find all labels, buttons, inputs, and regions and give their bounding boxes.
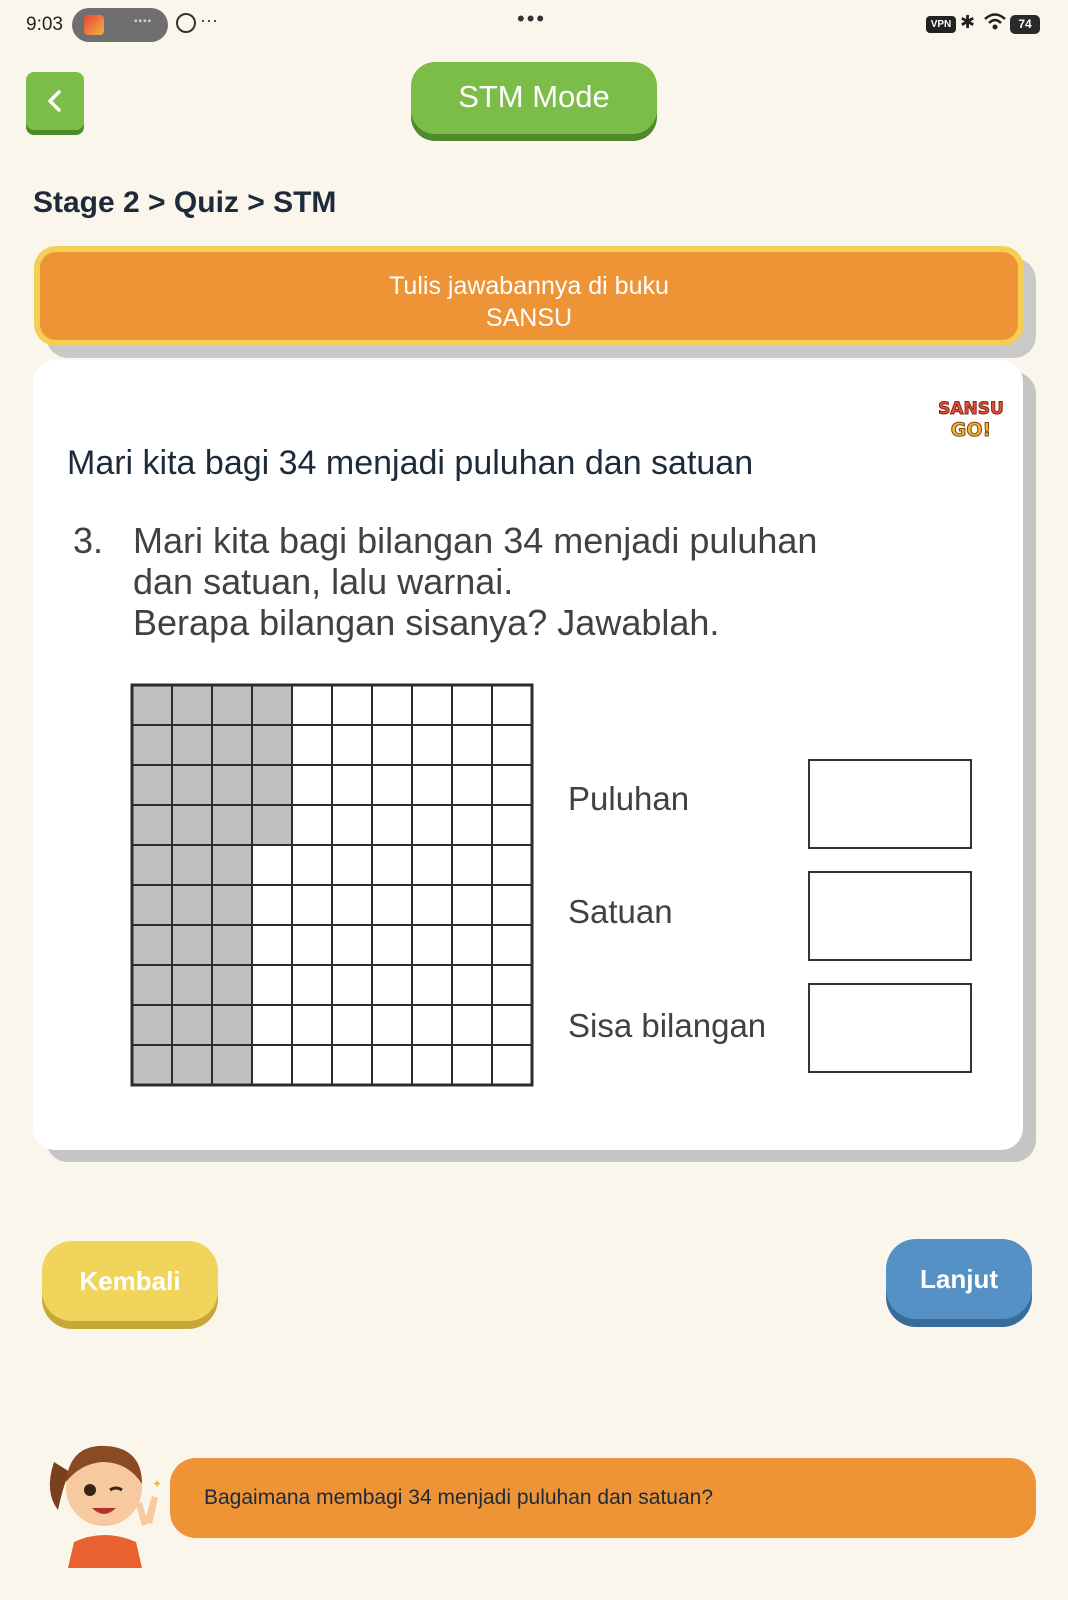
grid-cell-shaded bbox=[132, 845, 172, 885]
grid-cell-shaded bbox=[212, 1005, 252, 1045]
grid-cell bbox=[292, 965, 332, 1005]
grid-cell bbox=[412, 765, 452, 805]
vpn-icon: VPN bbox=[926, 16, 956, 33]
grid-cell bbox=[252, 1045, 292, 1085]
status-bar bbox=[0, 0, 1068, 48]
grid-cell-shaded bbox=[212, 765, 252, 805]
label-sisa-bilangan: Sisa bilangan bbox=[568, 1007, 767, 1044]
grid-cell-shaded bbox=[172, 1005, 212, 1045]
grid-cell bbox=[492, 925, 532, 965]
grid-cell bbox=[292, 885, 332, 925]
grid-cell-shaded bbox=[132, 885, 172, 925]
grid-cell bbox=[332, 965, 372, 1005]
grid-cell bbox=[372, 1005, 412, 1045]
grid-cell bbox=[492, 885, 532, 925]
grid-cell bbox=[492, 1005, 532, 1045]
grid-cell bbox=[492, 725, 532, 765]
grid-cell-shaded bbox=[172, 765, 212, 805]
grid-cell bbox=[492, 765, 532, 805]
grid-cell-shaded bbox=[212, 925, 252, 965]
grid-cell bbox=[292, 845, 332, 885]
grid-cell-shaded bbox=[252, 685, 292, 725]
grid-cell bbox=[292, 1005, 332, 1045]
question-title: Mari kita bagi 34 menjadi puluhan dan satuan bbox=[67, 444, 754, 482]
question-number: 3. bbox=[73, 520, 104, 561]
grid-cell-shaded bbox=[172, 685, 212, 725]
grid-cell bbox=[372, 805, 412, 845]
answer-box-puluhan[interactable] bbox=[808, 759, 972, 849]
grid-cell bbox=[332, 685, 372, 725]
grid-cell-shaded bbox=[172, 725, 212, 765]
hundred-grid bbox=[129, 682, 535, 1088]
grid-cell-shaded bbox=[212, 845, 252, 885]
grid-cell bbox=[372, 725, 412, 765]
grid-cell bbox=[412, 885, 452, 925]
notification-pill[interactable] bbox=[72, 8, 168, 42]
grid-cell bbox=[452, 845, 492, 885]
grid-cell bbox=[492, 1045, 532, 1085]
grid-cell bbox=[412, 725, 452, 765]
grid-cell bbox=[492, 685, 532, 725]
grid-cell-shaded bbox=[132, 685, 172, 725]
status-time: 9:03 bbox=[26, 14, 63, 35]
grid-cell-shaded bbox=[252, 765, 292, 805]
grid-cell bbox=[292, 1045, 332, 1085]
whatsapp-icon bbox=[176, 13, 196, 33]
grid-cell-shaded bbox=[172, 885, 212, 925]
instruction-banner bbox=[34, 246, 1024, 346]
kembali-button[interactable]: Kembali bbox=[42, 1241, 218, 1321]
grid-cell bbox=[292, 805, 332, 845]
grid-cell-shaded bbox=[212, 685, 252, 725]
grid-cell bbox=[412, 685, 452, 725]
grid-cell bbox=[412, 965, 452, 1005]
grid-cell bbox=[492, 805, 532, 845]
grid-cell bbox=[452, 805, 492, 845]
grid-cell bbox=[372, 885, 412, 925]
grid-cell bbox=[452, 885, 492, 925]
grid-cell bbox=[252, 885, 292, 925]
grid-cell-shaded bbox=[212, 1045, 252, 1085]
grid-cell bbox=[292, 765, 332, 805]
grid-cell-shaded bbox=[212, 805, 252, 845]
label-satuan: Satuan bbox=[568, 893, 673, 930]
grid-cell bbox=[332, 1005, 372, 1045]
grid-cell-shaded bbox=[212, 725, 252, 765]
grid-cell-shaded bbox=[132, 925, 172, 965]
grid-cell bbox=[412, 805, 452, 845]
svg-text:GO!: GO! bbox=[950, 419, 992, 441]
grid-cell-shaded bbox=[212, 885, 252, 925]
grid-cell bbox=[452, 765, 492, 805]
grid-cell bbox=[492, 965, 532, 1005]
question-card bbox=[33, 360, 1023, 1150]
grid-cell bbox=[452, 1005, 492, 1045]
grid-cell-shaded bbox=[172, 1045, 212, 1085]
grid-cell bbox=[332, 765, 372, 805]
grid-cell-shaded bbox=[132, 965, 172, 1005]
status-center-dots: ••• bbox=[517, 6, 547, 31]
grid-cell bbox=[372, 845, 412, 885]
grid-cell bbox=[452, 1045, 492, 1085]
grid-cell-shaded bbox=[252, 725, 292, 765]
grid-cell bbox=[492, 845, 532, 885]
mode-title: STM Mode bbox=[411, 62, 657, 134]
svg-text:SANSU: SANSU bbox=[938, 399, 1004, 419]
grid-cell bbox=[452, 965, 492, 1005]
chevron-left-icon bbox=[45, 89, 65, 113]
grid-cell-shaded bbox=[212, 965, 252, 1005]
grid-cell-shaded bbox=[172, 925, 212, 965]
lanjut-button[interactable]: Lanjut bbox=[886, 1239, 1032, 1319]
mascot-girl-icon bbox=[44, 1432, 164, 1568]
grid-cell bbox=[292, 725, 332, 765]
grid-cell bbox=[452, 725, 492, 765]
grid-cell bbox=[372, 925, 412, 965]
grid-cell-shaded bbox=[172, 805, 212, 845]
pill-dots-icon: ▪▪▪▪ bbox=[134, 16, 153, 27]
grid-cell bbox=[332, 805, 372, 845]
back-button[interactable] bbox=[26, 72, 84, 130]
grid-cell-shaded bbox=[132, 1045, 172, 1085]
hint-speech-bubble: Bagaimana membagi 34 menjadi puluhan dan satuan? bbox=[170, 1458, 1036, 1538]
grid-cell bbox=[332, 1045, 372, 1085]
grid-cell bbox=[452, 685, 492, 725]
instruction-line-2: SANSU bbox=[485, 304, 573, 332]
label-puluhan: Puluhan bbox=[568, 780, 690, 817]
grid-cell-shaded bbox=[252, 805, 292, 845]
grid-cell-shaded bbox=[132, 725, 172, 765]
grid-cell bbox=[252, 925, 292, 965]
question-line-3: Berapa bilangan sisanya? Jawablah. bbox=[133, 602, 720, 643]
sansu-go-logo bbox=[933, 394, 1009, 442]
grid-cell bbox=[252, 1005, 292, 1045]
more-notifications-icon: ··· bbox=[200, 10, 218, 30]
question-line-2: dan satuan, lalu warnai. bbox=[133, 561, 514, 602]
grid-cell-shaded bbox=[132, 805, 172, 845]
app-thumbnail-icon bbox=[84, 15, 104, 35]
svg-text:✦: ✦ bbox=[152, 1477, 163, 1491]
grid-cell bbox=[292, 685, 332, 725]
grid-cell bbox=[372, 965, 412, 1005]
grid-cell bbox=[452, 925, 492, 965]
grid-cell bbox=[372, 685, 412, 725]
grid-cell bbox=[372, 1045, 412, 1085]
grid-cell bbox=[252, 965, 292, 1005]
battery-icon: 74 bbox=[1010, 15, 1040, 34]
bluetooth-icon: ✱ bbox=[960, 12, 976, 32]
grid-cell bbox=[332, 885, 372, 925]
wifi-icon bbox=[984, 12, 1006, 32]
grid-cell bbox=[412, 845, 452, 885]
answer-box-satuan[interactable] bbox=[808, 871, 972, 961]
grid-cell bbox=[292, 925, 332, 965]
grid-cell bbox=[372, 765, 412, 805]
grid-cell-shaded bbox=[172, 845, 212, 885]
grid-cell-shaded bbox=[132, 765, 172, 805]
question-line-1: Mari kita bagi bilangan 34 menjadi puluhan bbox=[133, 520, 818, 561]
instruction-line-1: Tulis jawabannya di buku bbox=[389, 272, 669, 300]
grid-cell bbox=[252, 845, 292, 885]
grid-cell bbox=[332, 925, 372, 965]
grid-cell bbox=[332, 845, 372, 885]
grid-cell bbox=[412, 925, 452, 965]
grid-cell bbox=[412, 1045, 452, 1085]
breadcrumb: Stage 2 > Quiz > STM bbox=[33, 186, 337, 219]
question-text bbox=[133, 520, 933, 643]
grid-cell-shaded bbox=[132, 1005, 172, 1045]
grid-cell-shaded bbox=[172, 965, 212, 1005]
grid-cell bbox=[332, 725, 372, 765]
grid-cell bbox=[412, 1005, 452, 1045]
answer-box-sisa-bilangan[interactable] bbox=[808, 983, 972, 1073]
